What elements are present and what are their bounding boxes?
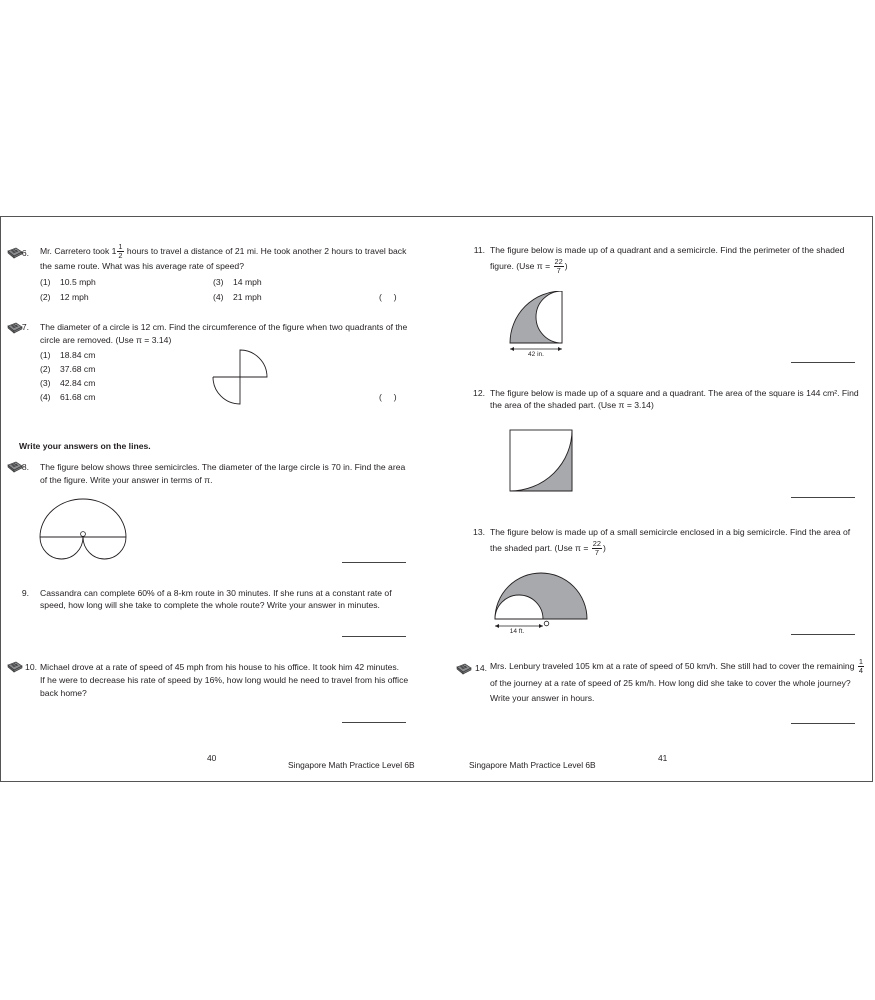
q6-number: 6. (21, 248, 29, 258)
option-value: 37.68 cm (60, 364, 96, 374)
option-value: 14 mph (233, 277, 262, 287)
q8-number: 8. (21, 462, 29, 472)
q13-text-line2 (490, 540, 870, 557)
q14-frac-num: 1 (858, 657, 863, 666)
q11-frac-num: 22 (554, 257, 563, 266)
q11-quadrant-figure (506, 291, 566, 357)
q10-answer-line[interactable] (342, 722, 406, 723)
q11-text-line1: The figure below is made up of a quadrant and a semicircle. Find the perimeter of the shaded (490, 245, 845, 255)
q8-semicircles-figure (37, 497, 129, 561)
q12-text-line2: the area of the shaded part. (Use π = 3.14) (490, 400, 654, 410)
q13-fraction (592, 540, 602, 557)
option-number: (4) (40, 392, 51, 402)
q11-number: 11. (473, 245, 485, 255)
q13-text-line1: The figure below is made up of a small semicircle enclosed in a big semicircle. Find the area of (490, 527, 851, 537)
option-number: (1) (40, 277, 51, 287)
q7-option-1[interactable] (40, 348, 95, 362)
option-value: 10.5 mph (60, 277, 96, 287)
q6-text-line2: the same route. What was his average rate of speed? (40, 261, 244, 271)
q11-frac-den: 7 (556, 266, 561, 275)
q7-option-2[interactable] (40, 362, 95, 376)
q11-text-2a: figure. (Use π = (490, 260, 553, 271)
option-value: 18.84 cm (60, 350, 96, 360)
q11-dimension-label: 42 in. (528, 351, 544, 357)
q13-text-2a: the shaded part. (Use π = (490, 542, 591, 553)
q6-option-4[interactable] (213, 290, 262, 304)
q8-text-line2: of the figure. Write your answer in terms of π. (40, 475, 213, 485)
q11-text-line2 (490, 258, 870, 275)
option-value: 42.84 cm (60, 378, 96, 388)
q6-frac-num: 1 (118, 242, 123, 251)
q14-text-1a: Mrs. Lenbury traveled 105 km at a rate of speed of 50 km/h. She still had to cover the remaining (490, 660, 857, 671)
q12-text-line1: The figure below is made up of a square and a quadrant. The area of the square is 144 cm². Find (490, 388, 859, 398)
q10-text-line1: Michael drove at a rate of speed of 45 mph from his house to his office. It took him 42 minutes. (40, 662, 400, 672)
q12-square-quadrant-figure (508, 428, 576, 494)
q10-number: 10. (25, 662, 37, 672)
q9-number: 9. (21, 588, 29, 598)
q13-frac-num: 22 (592, 539, 601, 548)
q7-option-4[interactable] (40, 390, 95, 404)
q14-text-line1 (490, 658, 870, 675)
option-number: (3) (40, 378, 51, 388)
q6-text-b: hours to travel a distance of 21 mi. He took another 2 hours to travel back (124, 245, 407, 256)
q6-text-a: Mr. Carretero took 1 (40, 245, 117, 256)
q6-option-1[interactable] (40, 275, 96, 289)
q13-answer-line[interactable] (791, 634, 855, 635)
q14-frac-den: 4 (858, 666, 863, 675)
q7-circle-figure (211, 347, 271, 407)
q13-dimension-label: 14 ft. (509, 628, 525, 634)
option-number: (1) (40, 350, 51, 360)
q9-answer-line[interactable] (342, 636, 406, 637)
q13-text-2b: ) (603, 542, 606, 553)
q10-text-line3: back home? (40, 688, 87, 698)
option-number: (2) (40, 364, 51, 374)
right-page-footer: Singapore Math Practice Level 6B (469, 760, 596, 770)
option-number: (2) (40, 292, 51, 302)
q6-fraction (117, 243, 123, 260)
q9-text-line2: speed, how long will she take to complete the whole route? Write your answer in minutes. (40, 600, 380, 610)
option-number: (4) (213, 292, 224, 302)
q13-semicircles-figure (491, 572, 591, 634)
q7-option-3[interactable] (40, 376, 95, 390)
q6-frac-den: 2 (118, 251, 123, 260)
option-value: 12 mph (60, 292, 89, 302)
q6-option-3[interactable] (213, 275, 262, 289)
q13-number: 13. (473, 527, 485, 537)
left-page-footer: Singapore Math Practice Level 6B (288, 760, 415, 770)
option-value: 61.68 cm (60, 392, 96, 402)
right-page-number: 41 (658, 753, 668, 763)
q6-option-2[interactable] (40, 290, 89, 304)
q11-answer-line[interactable] (791, 362, 855, 363)
q14-text-line2: of the journey at a rate of speed of 25 km/h. How long did she take to cover the whole journey? (490, 678, 851, 688)
q11-fraction (554, 258, 564, 275)
q6-answer-bracket[interactable]: ( ) (379, 292, 397, 302)
option-number: (3) (213, 277, 224, 287)
q6-text (40, 243, 420, 260)
q9-text-line1: Cassandra can complete 60% of a 8-km route in 30 minutes. If she runs at a constant rate of (40, 588, 392, 598)
q14-number: 14. (475, 663, 487, 673)
q14-fraction (858, 658, 864, 675)
left-page-number: 40 (207, 753, 217, 763)
option-value: 21 mph (233, 292, 262, 302)
workbook-spread (0, 216, 873, 782)
answer-instructions: Write your answers on the lines. (19, 441, 151, 451)
q7-answer-bracket[interactable]: ( ) (379, 392, 397, 402)
q10-text-line2: If he were to decrease his rate of speed by 16%, how long would he need to travel from his office (40, 675, 409, 685)
q8-text-line1: The figure below shows three semicircles. The diameter of the large circle is 70 in. Find the area (40, 462, 406, 472)
q7-text-line2: circle are removed. (Use π = 3.14) (40, 335, 172, 345)
q11-text-2b: ) (564, 260, 568, 271)
q14-text-line3: Write your answer in hours. (490, 693, 595, 703)
q7-number: 7. (21, 322, 29, 332)
q8-answer-line[interactable] (342, 562, 406, 563)
q12-answer-line[interactable] (791, 497, 855, 498)
q7-text-line1: The diameter of a circle is 12 cm. Find the circumference of the figure when two quadrants of the (40, 322, 408, 332)
q12-number: 12. (473, 388, 485, 398)
q13-frac-den: 7 (594, 548, 599, 557)
q14-answer-line[interactable] (791, 723, 855, 724)
